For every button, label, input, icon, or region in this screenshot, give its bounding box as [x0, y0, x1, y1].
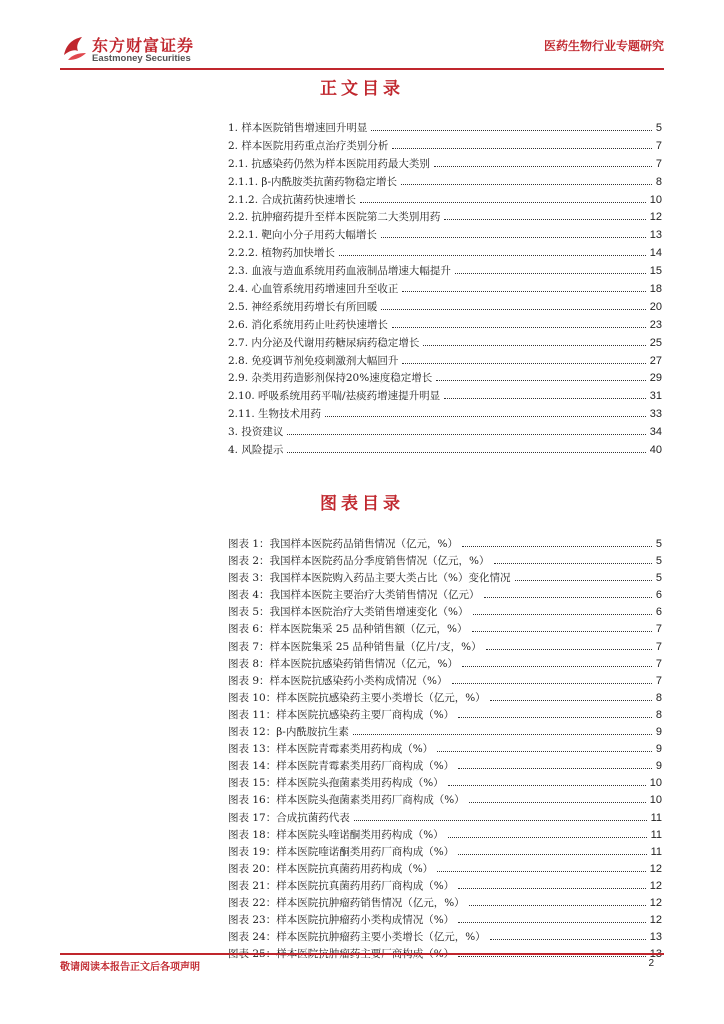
figure-entry-label: 图表 12：β-内酰胺抗生素 — [228, 726, 349, 739]
dot-leader — [458, 768, 652, 769]
dot-leader — [448, 837, 647, 838]
dot-leader — [458, 888, 646, 889]
figure-entry-page: 12 — [649, 862, 662, 875]
figure-entry-page: 9 — [655, 760, 662, 773]
figure-entry-page: 6 — [655, 606, 662, 619]
figure-entry[interactable] — [228, 912, 662, 929]
toc-entry-label: 2. 样本医院用药重点治疗类别分析 — [228, 139, 389, 152]
toc-entry[interactable] — [228, 120, 662, 138]
toc-entry[interactable] — [228, 227, 662, 245]
toc-entry-label: 2.3. 血液与造血系统用药血液制品增速大幅提升 — [228, 265, 451, 278]
dot-leader — [287, 452, 645, 453]
toc-entry[interactable] — [228, 263, 662, 281]
toc-entry[interactable] — [228, 424, 662, 442]
dot-leader — [381, 237, 646, 238]
dot-leader — [371, 130, 652, 131]
figure-entry-page: 13 — [649, 931, 662, 944]
toc-entry-page: 7 — [655, 157, 662, 170]
dot-leader — [437, 871, 646, 872]
figure-entry[interactable] — [228, 536, 662, 553]
figure-entry[interactable] — [228, 775, 662, 792]
toc-entry[interactable] — [228, 353, 662, 371]
figure-entry[interactable] — [228, 861, 662, 878]
figure-entry[interactable] — [228, 587, 662, 604]
figure-entry[interactable] — [228, 929, 662, 946]
figure-entry[interactable] — [228, 707, 662, 724]
figure-entry-label: 图表 19：样本医院喹诺酮类用药厂商构成（%） — [228, 845, 455, 858]
toc-entry-page: 5 — [655, 122, 662, 134]
figures-list — [228, 536, 662, 963]
figure-entry[interactable] — [228, 724, 662, 741]
figure-entry-page: 6 — [655, 589, 662, 602]
toc-title: 正文目录 — [320, 79, 404, 99]
figure-entry-label: 图表 11：样本医院抗感染药主要厂商构成（%） — [228, 708, 455, 721]
figure-entry[interactable] — [228, 639, 662, 656]
toc-entry[interactable] — [228, 174, 662, 192]
figure-entry-label: 图表 14：样本医院青霉素类用药厂商构成（%） — [228, 760, 455, 773]
toc-entry-label: 2.5. 神经系统用药增长有所回暖 — [228, 300, 378, 313]
toc-entry-page: 13 — [649, 229, 662, 242]
figure-entry[interactable] — [228, 741, 662, 758]
dot-leader — [458, 956, 646, 957]
dot-leader — [402, 291, 645, 292]
toc-entry-page: 8 — [655, 175, 662, 188]
toc-entry-page: 15 — [649, 265, 662, 278]
dot-leader — [490, 700, 652, 701]
dot-leader — [339, 255, 646, 256]
dot-leader — [434, 166, 652, 167]
toc-entry-page: 7 — [655, 139, 662, 152]
dot-leader — [469, 802, 646, 803]
toc-entry-page: 25 — [649, 336, 662, 349]
toc-entry[interactable] — [228, 209, 662, 227]
footer-divider — [60, 953, 664, 955]
toc-entry[interactable] — [228, 335, 662, 353]
figure-entry-page: 9 — [655, 726, 662, 739]
figure-entry-page: 7 — [655, 657, 662, 670]
page-number: 2 — [648, 958, 654, 969]
brand-logo-icon — [60, 33, 90, 63]
dot-leader — [469, 905, 646, 906]
dot-leader — [354, 820, 647, 821]
report-type: 医药生物行业专题研究 — [543, 39, 664, 53]
figure-entry-label: 图表 18：样本医院头喹诺酮类用药构成（%） — [228, 828, 444, 841]
toc-entry-page: 10 — [649, 193, 662, 206]
figure-entry-label: 图表 23：样本医院抗肿瘤药小类构成情况（%） — [228, 914, 455, 927]
toc-entry[interactable] — [228, 370, 662, 388]
figure-entry-page: 12 — [649, 914, 662, 927]
dot-leader — [436, 380, 646, 381]
dot-leader — [444, 219, 645, 220]
dot-leader — [402, 363, 645, 364]
dot-leader — [401, 184, 652, 185]
toc-entry[interactable] — [228, 138, 662, 156]
figure-entry-page: 5 — [655, 555, 662, 568]
toc-entry-label: 2.2.1. 靶向小分子用药大幅增长 — [228, 229, 377, 242]
figure-entry-label: 图表 9：样本医院抗感染药小类构成情况（%） — [228, 674, 448, 687]
header-divider — [60, 68, 664, 70]
dot-leader — [472, 631, 652, 632]
figure-entry[interactable] — [228, 621, 662, 638]
figure-entry-page: 8 — [655, 708, 662, 721]
toc-entry-page: 31 — [649, 390, 662, 403]
figure-entry-page: 10 — [649, 777, 662, 790]
dot-leader — [484, 597, 652, 598]
figure-entry-label: 图表 10：样本医院抗感染药主要小类增长（亿元，%） — [228, 691, 486, 704]
brand-logo — [60, 33, 220, 69]
figures-title: 图表目录 — [320, 494, 404, 514]
figure-entry-label: 图表 3：我国样本医院购入药品主要大类占比（%）变化情况 — [228, 572, 511, 585]
toc-entry-page: 29 — [649, 372, 662, 385]
dot-leader — [287, 434, 645, 435]
figure-entry-page: 7 — [655, 623, 662, 636]
dot-leader — [392, 148, 652, 149]
toc-entry-label: 2.1.1. β-内酰胺类抗菌药物稳定增长 — [228, 175, 398, 188]
figure-entry-page: 11 — [650, 828, 662, 841]
toc-entry[interactable] — [228, 245, 662, 263]
figure-entry-page: 11 — [650, 811, 662, 824]
figure-entry[interactable] — [228, 570, 662, 587]
figure-entry[interactable] — [228, 810, 662, 827]
dot-leader — [455, 273, 646, 274]
figure-entry-label: 图表 1：我国样本医院药品销售情况（亿元，%） — [228, 538, 458, 550]
page-header — [0, 0, 724, 72]
figure-entry-label: 图表 24：样本医院抗肿瘤药主要小类增长（亿元，%） — [228, 931, 486, 944]
dot-leader — [437, 751, 652, 752]
dot-leader — [325, 416, 646, 417]
figure-entry-label: 图表 13：样本医院青霉素类用药构成（%） — [228, 743, 434, 756]
figure-entry[interactable] — [228, 604, 662, 621]
figure-entry-label: 图表 4：我国样本医院主要治疗大类销售情况（亿元） — [228, 589, 480, 602]
toc-entry[interactable] — [228, 281, 662, 299]
dot-leader — [458, 854, 646, 855]
figure-entry-page: 8 — [655, 691, 662, 704]
brand-name-en: Eastmoney Securities — [92, 53, 191, 64]
toc-entry[interactable] — [228, 317, 662, 335]
figure-entry[interactable] — [228, 656, 662, 673]
toc-entry-label: 2.10. 呼吸系统用药平喘/祛痰药增速提升明显 — [228, 390, 441, 403]
figure-entry-label: 图表 5：我国样本医院治疗大类销售增速变化（%） — [228, 606, 469, 619]
figure-entry-page: 5 — [655, 572, 662, 585]
figure-entry-page: 7 — [655, 640, 662, 653]
toc-entry-label: 2.2.2. 植物药加快增长 — [228, 247, 335, 260]
dot-leader — [458, 922, 646, 923]
toc-entry-page: 14 — [649, 247, 662, 260]
brand-name-cn: 东方财富证券 — [92, 36, 195, 55]
figure-entry-label: 图表 6：样本医院集采 25 品种销售额（亿元，%） — [228, 623, 468, 636]
toc-entry-page: 23 — [649, 318, 662, 331]
dot-leader — [490, 939, 646, 940]
dot-leader — [360, 202, 646, 203]
figure-entry-label: 图表 22：样本医院抗肿瘤药销售情况（亿元，%） — [228, 896, 465, 909]
figure-entry[interactable] — [228, 792, 662, 809]
figure-entry[interactable] — [228, 844, 662, 861]
figure-entry-label: 图表 2：我国样本医院药品分季度销售情况（亿元，%） — [228, 555, 490, 568]
toc-list — [228, 120, 662, 460]
figure-entry-label: 图表 7：样本医院集采 25 品种销售量（亿片/支，%） — [228, 640, 482, 653]
figure-entry-page: 10 — [649, 794, 662, 807]
dot-leader — [353, 734, 652, 735]
figure-entry[interactable] — [228, 758, 662, 775]
toc-entry-label: 3. 投资建议 — [228, 426, 284, 439]
footer-disclaimer: 敬请阅读本报告正文后各项声明 — [60, 962, 200, 973]
figure-entry[interactable] — [228, 878, 662, 895]
figure-entry-label: 图表 15：样本医院头孢菌素类用药构成（%） — [228, 777, 444, 790]
dot-leader — [458, 717, 652, 718]
dot-leader — [494, 563, 652, 564]
toc-entry-page: 20 — [649, 300, 662, 313]
dot-leader — [473, 614, 652, 615]
toc-entry-page: 27 — [649, 354, 662, 367]
dot-leader — [423, 345, 645, 346]
dot-leader — [486, 649, 652, 650]
toc-entry[interactable] — [228, 299, 662, 317]
figure-entry-page: 12 — [649, 879, 662, 892]
toc-entry-label: 2.4. 心血管系统用药增速回升至收正 — [228, 283, 399, 296]
toc-entry-label: 2.1.2. 合成抗菌药快速增长 — [228, 193, 356, 206]
toc-entry-label: 2.8. 免疫调节剂免疫刺激剂大幅回升 — [228, 354, 399, 367]
toc-entry[interactable] — [228, 388, 662, 406]
figure-entry[interactable] — [228, 895, 662, 912]
figure-entry[interactable] — [228, 553, 662, 570]
toc-entry-label: 2.11. 生物技术用药 — [228, 408, 322, 421]
figure-entry[interactable] — [228, 673, 662, 690]
figure-entry-label: 图表 17：合成抗菌药代表 — [228, 811, 350, 824]
toc-entry-page: 33 — [649, 408, 662, 421]
dot-leader — [462, 666, 652, 667]
figure-entry-label: 图表 8：样本医院抗感染药销售情况（亿元，%） — [228, 657, 458, 670]
toc-entry[interactable] — [228, 442, 662, 460]
dot-leader — [452, 683, 652, 684]
toc-entry[interactable] — [228, 156, 662, 174]
figure-entry[interactable] — [228, 690, 662, 707]
figure-entry[interactable] — [228, 827, 662, 844]
figure-entry-label: 图表 16：样本医院头孢菌素类用药厂商构成（%） — [228, 794, 465, 807]
toc-entry[interactable] — [228, 192, 662, 210]
toc-entry-label: 2.6. 消化系统用药止吐药快速增长 — [228, 318, 388, 331]
dot-leader — [381, 309, 645, 310]
toc-entry-page: 12 — [649, 211, 662, 224]
figure-entry-page: 12 — [649, 896, 662, 909]
dot-leader — [444, 398, 646, 399]
toc-entry-label: 2.7. 内分泌及代谢用药糖尿病药稳定增长 — [228, 336, 420, 349]
figure-entry-label: 图表 20：样本医院抗真菌药用药构成（%） — [228, 862, 434, 875]
toc-entry[interactable] — [228, 406, 662, 424]
figure-entry-label: 图表 21：样本医院抗真菌药用药厂商构成（%） — [228, 879, 455, 892]
toc-entry-page: 18 — [649, 283, 662, 296]
dot-leader — [515, 580, 652, 581]
toc-entry-page: 40 — [649, 444, 662, 457]
toc-entry-label: 2.1. 抗感染药仍然为样本医院用药最大类别 — [228, 157, 430, 170]
toc-entry-label: 2.2. 抗肿瘤药提升至样本医院第二大类别用药 — [228, 211, 441, 224]
dot-leader — [462, 546, 652, 547]
toc-entry-page: 34 — [649, 426, 662, 439]
figure-entry-page: 11 — [650, 845, 662, 858]
dot-leader — [392, 327, 646, 328]
figure-entry-page: 5 — [655, 538, 662, 550]
figure-entry-page: 9 — [655, 743, 662, 756]
figure-entry-page: 7 — [655, 674, 662, 687]
toc-entry-label: 1. 样本医院销售增速回升明显 — [228, 122, 368, 134]
toc-entry-label: 4. 风险提示 — [228, 444, 284, 457]
dot-leader — [448, 785, 646, 786]
toc-entry-label: 2.9. 杂类用药造影剂保持20%速度稳定增长 — [228, 372, 433, 385]
